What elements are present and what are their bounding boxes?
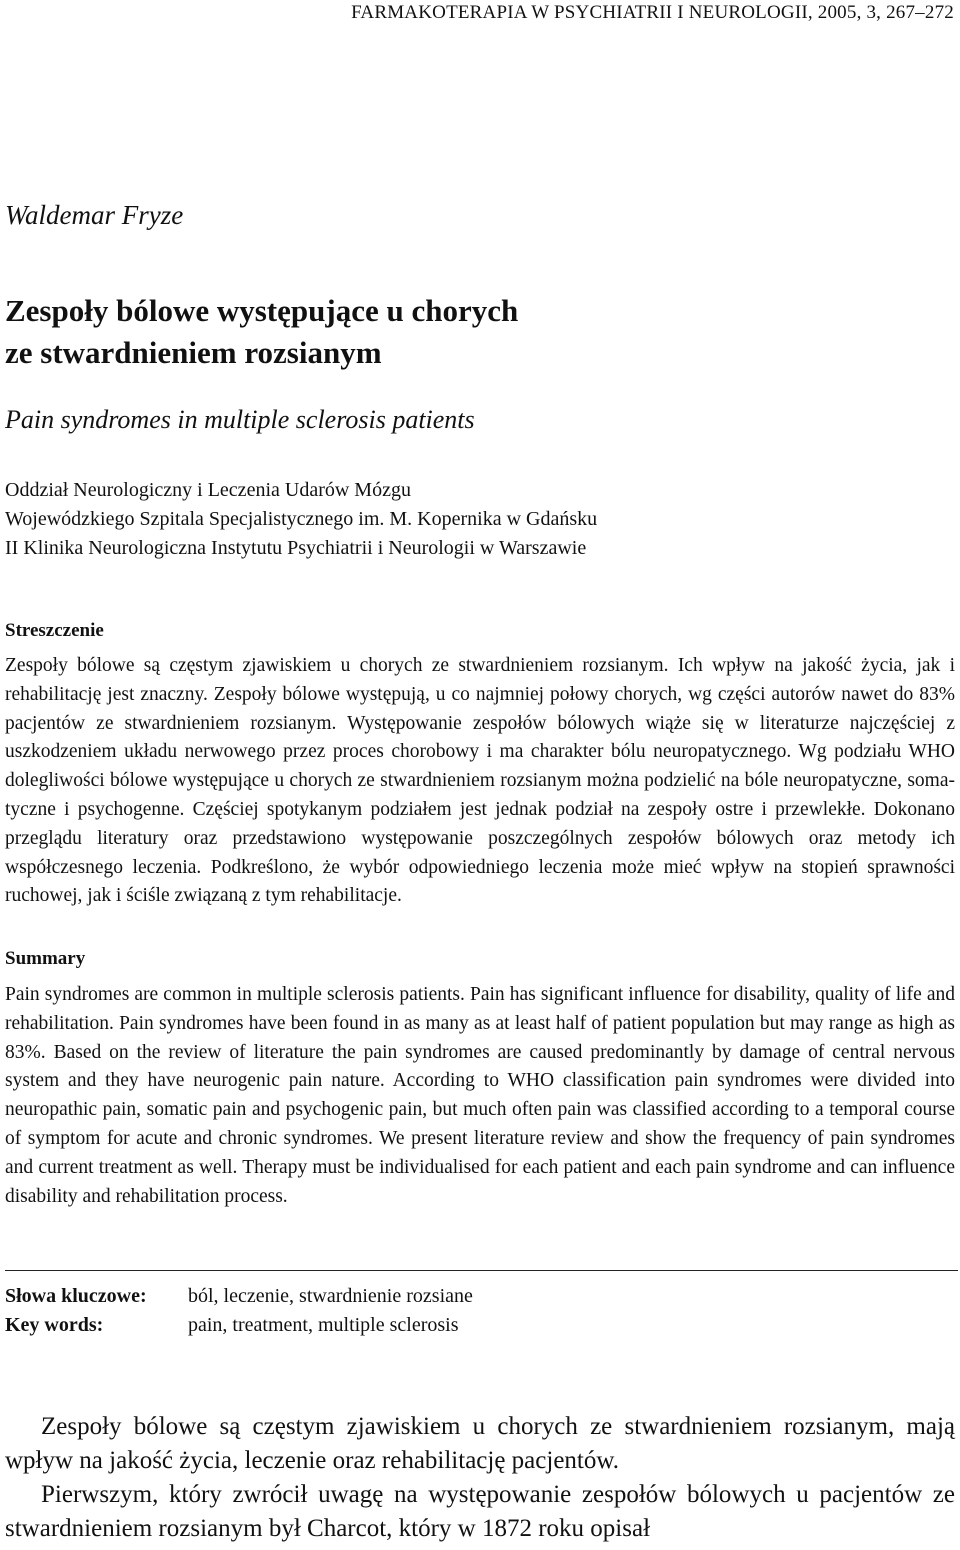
abstract-en-text: Pain syndromes are common in multiple sclerosis patients. Pain has significant influence for disability, quality of life and rehabilitation. Pain syndromes have been found in as many as at least half of patient population but may range as high as 83%. Based on the review of literature the pain syndromes are caused predominantly by damage of central nervous system and they have neurogenic pain nature. According to WHO classification pain syndromes were divided into neuropathic pain, somatic pain and psychogenic pain, but much often pain was classified according to a temporal course of symptom for acute and chronic syndromes. We present literature review and show the frequency of pain syndromes and current treatment as well. Therapy must be individualised for each patient and each pain syndrome and can influence disability and rehabilitation process. — [5, 984, 955, 1207]
section-divider — [5, 1270, 958, 1271]
affiliation-line: Wojewódzkiego Szpitala Specjalistycznego im. M. Kopernika w Gdańsku — [5, 508, 598, 530]
body-paragraph: Zespoły bólowe są częstym zjawiskiem u chorych ze stwardnieniem rozsianym, mają wpływ na jakość życia, leczenie oraz rehabilitację pacjentów. — [5, 1413, 955, 1474]
article-title — [5, 290, 518, 374]
keywords-pl-label: Słowa kluczowe: — [5, 1285, 147, 1307]
affiliation-line: Oddział Neurologiczny i Leczenia Udarów Mózgu — [5, 479, 411, 501]
abstract-pl-heading: Streszczenie — [5, 620, 104, 641]
keywords-pl-row — [5, 1285, 473, 1308]
affiliation-block — [5, 476, 597, 563]
affiliation-line: II Klinika Neurologiczna Instytutu Psychiatrii i Neurologii w Warszawie — [5, 537, 587, 559]
body-text — [5, 1410, 955, 1546]
abstract-en-heading: Summary — [5, 948, 86, 969]
journal-running-head: FARMAKOTERAPIA W PSYCHIATRII I NEUROLOGII, 2005, 3, 267–272 — [351, 2, 954, 23]
body-paragraph: Pierwszym, który zwrócił uwagę na występowanie zespołów bólowych u pacjentów ze stwardnieniem rozsianym był Charcot, który w 1872 roku opisał — [5, 1481, 955, 1542]
abstract-pl-text: Zespoły bólowe są częstym zjawiskiem u chorych ze stwardnieniem rozsianym. Ich wpływ na jakość życia, jak i rehabilitację jest znaczny. Zespoły bólowe występują, u co najmniej połowy chorych, wg części autorów nawet do 83% pacjentów ze stwardnieniem rozsianym. Występowanie zespołów bólowych wiąże się w literaturze najczęściej z uszkodzeniem układu nerwowego przez proces chorobowy i ma charakter bólu neuropatycznego. Wg podziału WHO dolegliwości bólowe występujące u chorych ze stwardnieniem rozsianym można podzielić na bóle neuropatyczne, somatyczne i psychogenne. Częściej spotykanym podziałem jest jednak podział na zespoły ostre i przewlekłe. Dokonano przeglądu literatury oraz przedstawiono występowanie poszczególnych zespołów bólowych oraz metody ich współczesnego leczenia. Podkreślono, że wybór odpowiedniego leczenia może mieć wpływ na stopień sprawności ruchowej, jak i ściśle związaną z tym rehabilitacje. — [5, 655, 955, 907]
title-line-1: Zespoły bólowe występujące u chorych — [5, 293, 519, 328]
keywords-pl-value: ból, leczenie, stwardnienie rozsiane — [188, 1285, 473, 1307]
keywords-en-value: pain, treatment, multiple sclerosis — [188, 1314, 459, 1336]
title-line-2: ze stwardnieniem rozsianym — [5, 335, 382, 370]
keywords-en-row — [5, 1314, 459, 1337]
keywords-en-label: Key words: — [5, 1314, 104, 1336]
article-title-english: Pain syndromes in multiple sclerosis patients — [5, 405, 475, 434]
author-name: Waldemar Fryze — [5, 200, 184, 230]
